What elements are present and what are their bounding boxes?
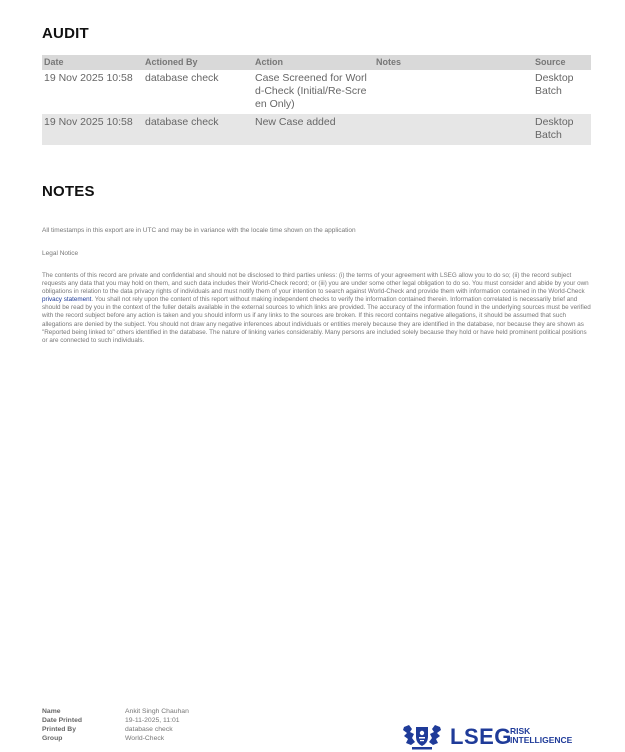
legal-text-part: The contents of this record are private and confidential and should not be disclosed to third parties unless: (i) the terms of your agreement with LSEG allow you to do so; (ii) the record subject requests any data that you may hold on them, and such data includes their World-Check record; or (iii) you are under some other legal obligation to do so. You must consider and abide by your own obligations in relation to the data privacy rights of individuals and must notify them of your intention to search against World-Check and provide them with information contained in the World-Check (42, 272, 589, 296)
footer-row-date (42, 716, 189, 725)
legal-notice-title: Legal Notice (42, 250, 79, 257)
lseg-subtitle (510, 727, 572, 745)
audit-header-row (42, 55, 591, 70)
footer-value: 19-11-2025, 11:01 (125, 717, 180, 724)
col-header-notes: Notes (374, 55, 533, 70)
notes-section-title: NOTES (42, 183, 95, 200)
footer-row-group (42, 734, 189, 743)
audit-section-title: AUDIT (42, 25, 89, 42)
footer-label: Printed By (42, 726, 76, 733)
footer-value: database check (125, 726, 173, 733)
audit-table (42, 55, 591, 145)
footer-label: Name (42, 708, 61, 715)
timestamp-note: All timestamps in this export are in UTC and may be in variance with the locale time shown on the application (42, 227, 356, 234)
lseg-logo (402, 723, 578, 750)
cell-actioned-by: database check (143, 114, 253, 145)
footer-value: World-Check (125, 735, 165, 742)
lseg-wordmark: LSEG (450, 724, 512, 749)
cell-notes (374, 114, 533, 145)
footer-label: Group (42, 735, 63, 742)
cell-action: New Case added (253, 114, 374, 145)
cell-source: Desktop Batch (535, 72, 574, 97)
col-header-action: Action (253, 55, 374, 70)
cell-action: Case Screened for World-Check (Initial/Re-Screen Only) (255, 72, 367, 110)
footer-row-name (42, 707, 189, 716)
lseg-subtitle-line: RISK (510, 726, 531, 736)
lseg-subtitle-line: INTELLIGENCE (510, 735, 573, 745)
table-row (42, 114, 591, 145)
table-row (42, 70, 591, 114)
footer-value: Ankit Singh Chauhan (125, 708, 189, 715)
legal-text-part: . You shall not rely upon the content of this report without making independent checks to verify the information contained therein. Information correlated is necessarily brief and should be read by you in the context of the fuller details available in the external sources to which links are provided. The accuracy of the information found in the underlying sources must be verified with the record subject before any action is taken and you should inform us if any links to the sources are broken. If this record contains negative allegations, it should be assumed that such allegations are denied by the subject. You should not draw any negative inferences about individuals or entities merely because they are identified in the database, nor because they are shown as "Reported being linked to" others identified in the database. The nature of linking varies considerably. Many persons are included solely because they hold or have held prominent political positions or are connected to such individuals. (42, 296, 591, 344)
privacy-statement-link[interactable]: privacy statement (42, 296, 92, 304)
legal-notice-body (42, 272, 591, 345)
lseg-crest-icon (402, 723, 442, 750)
col-header-source: Source (533, 55, 591, 70)
print-footer (42, 707, 189, 743)
cell-source: Desktop Batch (533, 114, 591, 145)
cell-date: 19 Nov 2025 10:58 (42, 114, 143, 145)
footer-row-printed-by (42, 725, 189, 734)
col-header-actioned-by: Actioned By (143, 55, 253, 70)
cell-actioned-by: database check (145, 72, 219, 84)
col-header-date: Date (42, 55, 143, 70)
cell-notes (374, 70, 533, 114)
cell-date: 19 Nov 2025 10:58 (44, 72, 133, 84)
footer-label: Date Printed (42, 717, 83, 724)
